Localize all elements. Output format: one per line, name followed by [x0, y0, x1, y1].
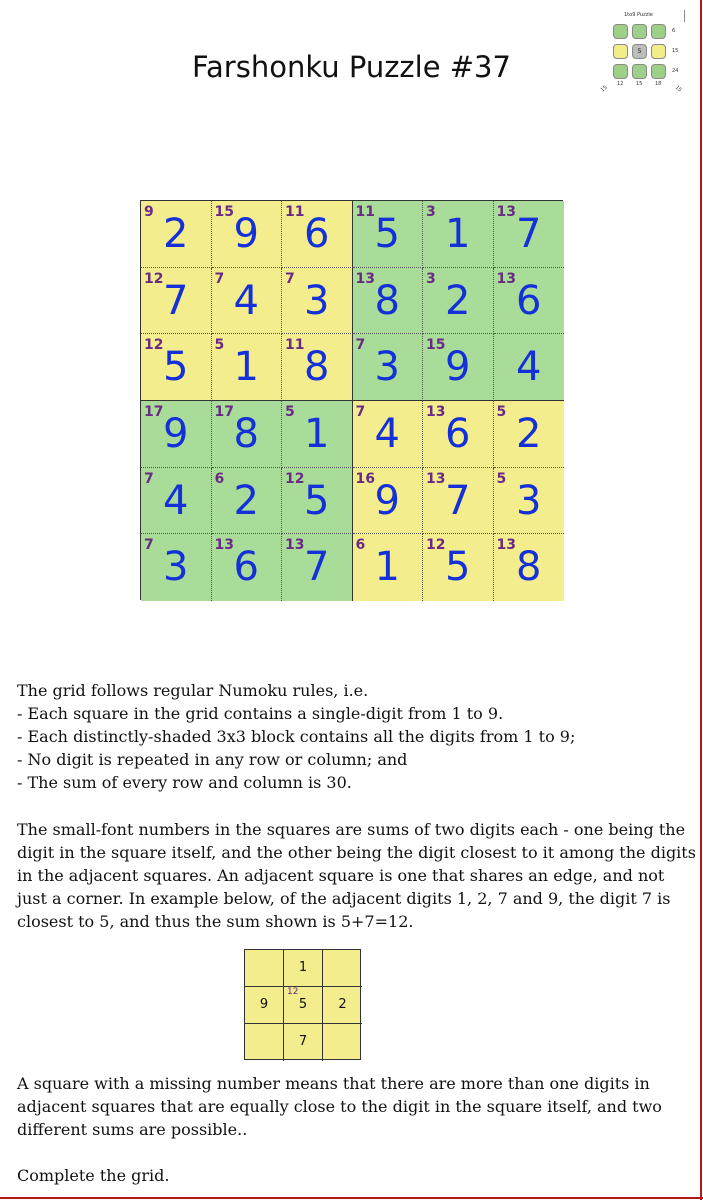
- cell-digit: 5: [445, 544, 471, 591]
- cell-sum: 7: [355, 403, 366, 420]
- grid-cell: [423, 201, 494, 268]
- thumbnail-cell: [632, 24, 647, 39]
- cell-digit: 6: [445, 410, 471, 457]
- grid-cell: [141, 401, 212, 468]
- cell-sum: 7: [144, 537, 154, 554]
- cell-digit: 2: [445, 277, 471, 324]
- thumbnail-row-label: 6: [672, 28, 676, 34]
- grid-cell: [423, 334, 494, 401]
- cell-digit: 4: [374, 410, 400, 457]
- rule-item: - The sum of every row and column is 30.: [17, 773, 352, 792]
- example-center-digit: 5: [298, 997, 308, 1012]
- instruction-paragraph: [17, 1164, 697, 1187]
- grid-cell: [353, 401, 424, 468]
- grid-cell: [423, 401, 494, 468]
- cell-sum: 11: [355, 204, 375, 220]
- grid-cell: [212, 334, 283, 401]
- grid-cell: [141, 534, 212, 601]
- explanation-text: The small-font numbers in the squares are sums of two digits each - one being the digit in the square itself, and the other being the digit closest to it among the digits in the adjacent squares. An adjacent square is one that shares an edge, and not just a corner. In example below, of the adjacent digits 1, 2, 7 and 9, the digit 7 is closest to 5, and thus the sum shown is 5+7=12.: [17, 820, 696, 931]
- cell-sum: 6: [214, 470, 225, 487]
- cell-sum: 13: [496, 537, 516, 554]
- grid-cell: [494, 534, 565, 601]
- cell-digit: 9: [163, 410, 189, 457]
- cell-digit: 9: [233, 211, 259, 257]
- cell-digit: 7: [445, 477, 471, 524]
- rule-item: - Each square in the grid contains a single-digit from 1 to 9.: [17, 704, 504, 723]
- puzzle-grid: [140, 200, 563, 600]
- cell-digit: 5: [374, 211, 400, 257]
- example-grid: [244, 949, 361, 1060]
- cell-sum: 16: [355, 470, 375, 487]
- cell-digit: 6: [516, 277, 542, 324]
- bottom-border-line: [0, 1197, 703, 1199]
- grid-cell: [353, 334, 424, 401]
- page-title: Farshonku Puzzle #37: [192, 50, 511, 84]
- grid-cell: [212, 268, 283, 335]
- cell-digit: 4: [516, 344, 542, 391]
- grid-cell: [494, 468, 565, 535]
- cell-sum: 5: [285, 403, 295, 420]
- thumbnail-title: 1to9 Puzzle: [624, 12, 653, 18]
- cell-sum: 7: [144, 470, 154, 487]
- grid-cell: [282, 468, 353, 535]
- thumbnail-cell: [651, 44, 666, 59]
- grid-cell: [282, 401, 353, 468]
- grid-cell: [212, 401, 283, 468]
- cell-sum: 13: [496, 204, 516, 220]
- missing-note-text: A square with a missing number means that there are more than one digits in adjacent squares that are equally close to the digit in the square itself, and two different sums are possible..: [17, 1074, 662, 1139]
- thumbnail-col-label: 12: [617, 81, 624, 87]
- cell-sum: 13: [355, 270, 375, 287]
- thumbnail-cell: [613, 24, 628, 39]
- example-cell: [323, 950, 362, 987]
- cell-digit: 4: [233, 277, 259, 324]
- cell-digit: 9: [445, 344, 471, 391]
- grid-cell: [353, 468, 424, 535]
- cell-sum: 15: [214, 204, 234, 220]
- cell-digit: 8: [374, 277, 400, 324]
- cell-sum: 13: [426, 470, 446, 487]
- grid-cell: [423, 268, 494, 335]
- cell-sum: 5: [496, 403, 507, 420]
- grid-cell: [494, 268, 565, 335]
- example-cell-bottom: 7: [284, 1024, 323, 1061]
- thumbnail-cell: [632, 64, 647, 79]
- grid-cell: [212, 534, 283, 601]
- example-cell-right: 2: [323, 987, 362, 1024]
- cell-digit: 3: [304, 277, 330, 324]
- example-cell: [245, 1024, 284, 1061]
- cell-digit: 7: [304, 544, 330, 591]
- thumbnail-cell: [613, 64, 628, 79]
- cell-sum: 13: [285, 537, 305, 554]
- cell-sum: 9: [144, 204, 154, 220]
- cell-sum: 5: [214, 337, 225, 354]
- cell-digit: 5: [163, 344, 189, 391]
- cell-sum: 17: [144, 403, 164, 420]
- cell-sum: 12: [144, 270, 164, 287]
- thumbnail-cell: [651, 64, 666, 79]
- cell-digit: 2: [516, 410, 542, 457]
- grid-cell: [212, 201, 283, 268]
- cell-sum: 12: [285, 470, 305, 487]
- grid-cell: [353, 201, 424, 268]
- grid-cell: [141, 334, 212, 401]
- rules-intro: The grid follows regular Numoku rules, i.e.: [17, 681, 369, 700]
- cell-digit: 1: [304, 410, 330, 457]
- cell-sum: 3: [426, 204, 436, 220]
- cell-digit: 5: [304, 477, 330, 524]
- cell-digit: 9: [374, 477, 400, 524]
- grid-cell: [282, 534, 353, 601]
- cell-digit: 1: [374, 544, 400, 591]
- cell-digit: 2: [233, 477, 259, 524]
- cell-digit: 3: [516, 477, 542, 524]
- rule-item: - Each distinctly-shaded 3x3 block contains all the digits from 1 to 9;: [17, 727, 576, 746]
- cell-digit: 4: [163, 477, 189, 524]
- grid-cell: [141, 201, 212, 268]
- grid-cell: [282, 201, 353, 268]
- grid-cell: [353, 268, 424, 335]
- grid-cell: [494, 201, 565, 268]
- cell-digit: 2: [163, 211, 189, 257]
- cell-sum: 12: [144, 337, 164, 354]
- thumbnail-col-label: 15: [636, 81, 643, 87]
- cell-sum: 12: [426, 537, 446, 554]
- example-cell-top: 1: [284, 950, 323, 987]
- grid-cell: [423, 534, 494, 601]
- cell-digit: 1: [445, 211, 471, 257]
- rules-block: [17, 679, 697, 794]
- example-cell: [245, 950, 284, 987]
- cell-digit: 6: [233, 544, 259, 591]
- cell-sum: 11: [285, 204, 305, 220]
- cell-sum: 5: [496, 470, 507, 487]
- cell-sum: 3: [426, 270, 436, 287]
- grid-cell: [423, 468, 494, 535]
- puzzle-thumbnail: [596, 8, 688, 98]
- thumbnail-col-label: 18: [655, 81, 662, 87]
- explanation-paragraph: [17, 818, 697, 933]
- grid-cell: [494, 401, 565, 468]
- cell-sum: 7: [355, 337, 366, 354]
- cell-sum: 11: [285, 337, 305, 354]
- instruction-text: Complete the grid.: [17, 1166, 170, 1185]
- example-cell-left: 9: [245, 987, 284, 1024]
- rule-item: - No digit is repeated in any row or column; and: [17, 750, 408, 769]
- cell-sum: 13: [496, 270, 516, 287]
- cell-digit: 3: [374, 344, 400, 391]
- cell-digit: 8: [233, 410, 259, 457]
- cell-sum: 7: [285, 270, 295, 287]
- grid-cell: [141, 468, 212, 535]
- thumbnail-center-cell: 5: [632, 44, 647, 59]
- grid-cell: [282, 334, 353, 401]
- cell-digit: 8: [304, 344, 330, 391]
- thumbnail-diag-label: 15: [673, 84, 683, 94]
- cell-digit: 1: [233, 344, 259, 391]
- cell-sum: 6: [355, 537, 366, 554]
- cell-digit: 8: [516, 544, 542, 591]
- thumbnail-divider: [684, 10, 685, 22]
- example-center-sum: 12: [287, 987, 299, 997]
- thumbnail-row-label: 15: [672, 48, 679, 54]
- thumbnail-cell: [651, 24, 666, 39]
- right-border-line: [700, 0, 702, 1200]
- cell-sum: 13: [426, 403, 446, 420]
- missing-note-paragraph: [17, 1072, 697, 1141]
- example-cell-center: [284, 987, 323, 1024]
- grid-cell: [141, 268, 212, 335]
- cell-sum: 13: [214, 537, 234, 554]
- thumbnail-row-label: 24: [672, 68, 679, 74]
- cell-digit: 6: [304, 211, 330, 257]
- cell-sum: 17: [214, 403, 234, 420]
- thumbnail-cell: [613, 44, 628, 59]
- cell-sum: 7: [214, 270, 225, 287]
- grid-cell: [353, 534, 424, 601]
- cell-sum: 15: [426, 337, 446, 354]
- grid-cell: [212, 468, 283, 535]
- grid-cell: [494, 334, 565, 401]
- thumbnail-diag-label: 15: [599, 84, 609, 94]
- example-cell: [323, 1024, 362, 1061]
- cell-digit: 7: [163, 277, 189, 324]
- grid-cell: [282, 268, 353, 335]
- cell-digit: 3: [163, 544, 189, 591]
- cell-digit: 7: [516, 211, 542, 257]
